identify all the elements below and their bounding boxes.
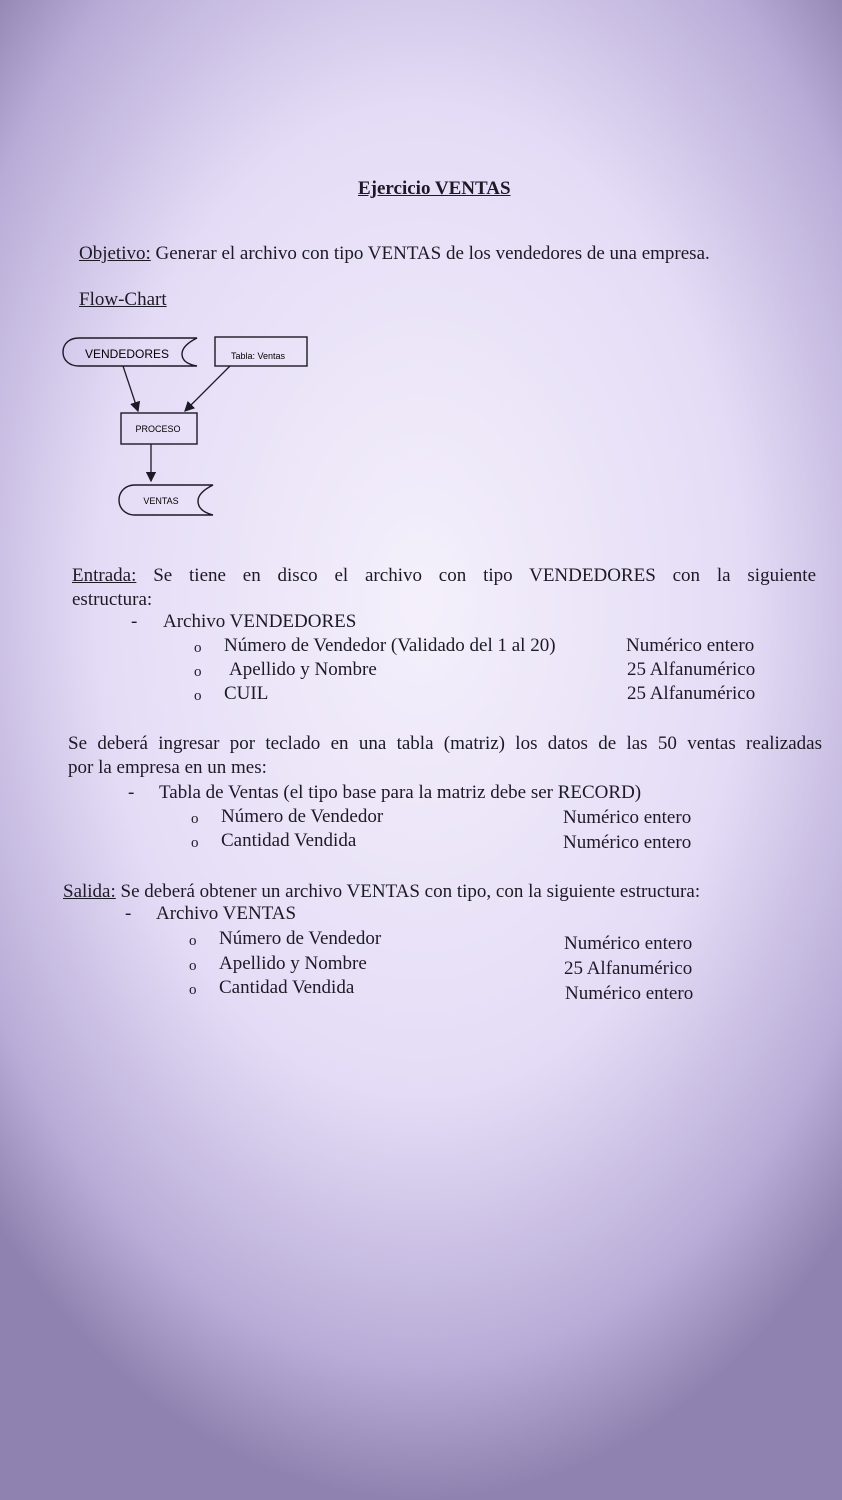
tabla-field-type: Numérico entero	[563, 832, 692, 853]
tabla-label: Tabla de Ventas (el tipo base para la matriz debe ser RECORD)	[159, 782, 642, 803]
entrada-field-name: Número de Vendedor (Validado del 1 al 20)	[224, 635, 556, 656]
objective-paragraph	[79, 242, 710, 266]
salida-text: Se deberá obtener un archivo VENTAS con tipo, con la siguiente estructura:	[115, 881, 701, 902]
entrada-paragraph-line1	[72, 564, 816, 588]
tabla-field-type: Numérico entero	[563, 807, 692, 828]
tabla-dash: -	[128, 782, 135, 803]
tabla-field-name: Número de Vendedor	[221, 806, 384, 827]
list-bullet: o	[194, 688, 202, 704]
salida-dash: -	[125, 903, 132, 924]
entrada-field-type: 25 Alfanumérico	[627, 683, 756, 704]
salida-field-name: Cantidad Vendida	[219, 977, 355, 998]
ventas-node-label: VENTAS	[143, 496, 179, 506]
tabla-ventas-node-label: Tabla: Ventas	[230, 351, 286, 361]
proceso-node	[121, 413, 197, 444]
salida-field-name: Número de Vendedor	[219, 928, 382, 949]
entrada-field-name: CUIL	[224, 683, 269, 704]
list-bullet: o	[191, 835, 199, 851]
entrada-field-type: 25 Alfanumérico	[627, 659, 756, 680]
tabla-paragraph-line2: por la empresa en un mes:	[68, 757, 267, 778]
entrada-label: Entrada:	[72, 565, 137, 586]
entrada-file-label: Archivo VENDEDORES	[163, 611, 357, 632]
salida-field-type: Numérico entero	[564, 933, 693, 954]
list-bullet: o	[189, 933, 197, 949]
entrada-field-name: Apellido y Nombre	[229, 659, 377, 680]
flowchart-arrow	[123, 366, 138, 411]
tabla-paragraph-line1: Se deberá ingresar por teclado en una tabla (matriz) los datos de las 50 ventas realizadas	[68, 733, 822, 754]
objective-text: Generar el archivo con tipo VENTAS de los vendedores de una empresa.	[150, 243, 710, 264]
list-bullet: o	[194, 664, 202, 680]
flowchart-heading: Flow-Chart	[79, 289, 167, 310]
tabla-field-name: Cantidad Vendida	[221, 830, 357, 851]
salida-label: Salida:	[63, 881, 116, 902]
objective-label: Objetivo:	[79, 243, 151, 264]
tabla-ventas-node	[215, 337, 307, 366]
salida-field-type: Numérico entero	[565, 983, 694, 1004]
entrada-field-type: Numérico entero	[626, 635, 755, 656]
entrada-dash: -	[131, 611, 138, 632]
page-title: Ejercicio VENTAS	[358, 178, 511, 199]
salida-paragraph	[63, 880, 700, 904]
list-bullet: o	[189, 958, 197, 974]
entrada-text: Se tiene en disco el archivo con tipo VENDEDORES con la siguiente	[136, 565, 816, 586]
salida-field-type: 25 Alfanumérico	[564, 958, 693, 979]
vendedores-node	[63, 338, 197, 366]
salida-field-name: Apellido y Nombre	[219, 953, 367, 974]
salida-file-label: Archivo VENTAS	[156, 903, 297, 924]
list-bullet: o	[191, 811, 199, 827]
vendedores-node-label: VENDEDORES	[84, 347, 170, 361]
proceso-node-label: PROCESO	[135, 424, 181, 434]
entrada-paragraph-line2: estructura:	[72, 589, 153, 610]
flowchart-diagram	[55, 328, 325, 528]
ventas-node	[119, 485, 213, 515]
list-bullet: o	[194, 640, 202, 656]
flowchart-arrow	[185, 366, 230, 411]
list-bullet: o	[189, 982, 197, 998]
